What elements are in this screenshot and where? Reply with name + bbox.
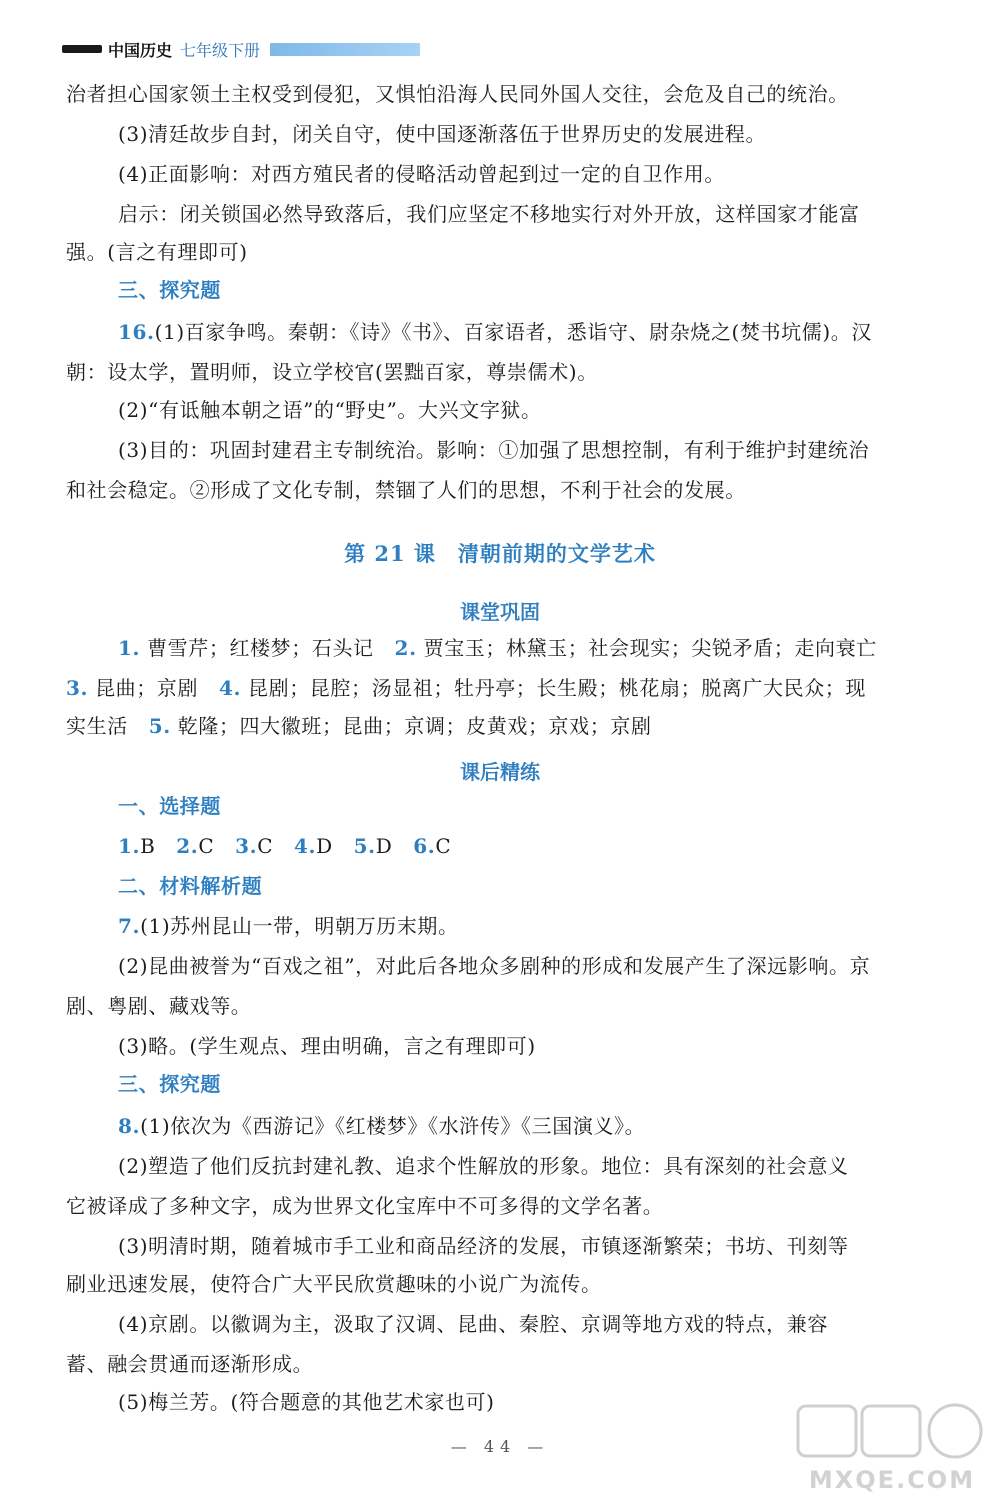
paragraph: 朝：设太学，置明师，设立学校官(罢黜百家，尊崇儒术)。 <box>66 360 598 384</box>
answer-letter: D <box>375 834 393 858</box>
classroom-answers-line <box>66 714 652 738</box>
paragraph: 强。(言之有理即可) <box>66 240 248 264</box>
question-number: 2. <box>394 636 417 660</box>
question-number: 5. <box>353 834 376 858</box>
paragraph: (2)塑造了他们反抗封建礼教、追求个性解放的形象。地位：具有深刻的社会意义 <box>118 1154 849 1178</box>
page-header <box>62 38 420 60</box>
answer-letter: C <box>435 834 452 858</box>
watermark-logo <box>790 1400 995 1495</box>
subsection-title: 课后精练 <box>460 760 540 784</box>
paragraph: (4)京剧。以徽调为主，汲取了汉调、昆曲、秦腔、京调等地方戏的特点，兼容 <box>118 1312 828 1336</box>
paragraph: (3)明清时期，随着城市手工业和商品经济的发展，市镇逐渐繁荣；书坊、刊刻等 <box>118 1234 849 1258</box>
answer-text: 昆曲；京剧 <box>95 676 199 700</box>
question-7 <box>118 914 459 938</box>
header-bar <box>270 43 420 56</box>
question-number: 4. <box>218 676 242 700</box>
paragraph: 治者担心国家领土主权受到侵犯，又惧怕沿海人民同外国人交往，会危及自己的统治。 <box>66 82 849 106</box>
answer-letter: C <box>198 834 215 858</box>
choice-answer <box>118 834 155 858</box>
section-heading: 二、材料解析题 <box>118 874 263 898</box>
subsection-title: 课堂巩固 <box>460 600 540 624</box>
answer-letter: D <box>316 834 333 858</box>
question-8 <box>118 1114 645 1138</box>
paragraph: (2)昆曲被誉为“百戏之祖”，对此后各地众多剧种的形成和发展产生了深远影响。京 <box>118 954 871 978</box>
paragraph: (2)“有诋触本朝之语”的“野史”。大兴文字狱。 <box>118 398 542 422</box>
header-subject: 中国历史 <box>108 40 173 60</box>
header-mark <box>62 45 102 53</box>
answer-letter: C <box>257 834 274 858</box>
choice-answer <box>235 834 273 858</box>
answer-text: 昆剧；昆腔；汤显祖；牡丹亭；长生殿；桃花扇；脱离广大民众；现 <box>248 676 866 700</box>
answer-text: 贾宝玉；林黛玉；社会现实；尖锐矛盾；走向衰亡 <box>423 636 877 660</box>
svg-text:MXQE.COM: MXQE.COM <box>808 1466 976 1494</box>
question-number: 7. <box>118 914 141 938</box>
question-number: 3. <box>235 834 258 858</box>
question-number: 16. <box>118 320 155 344</box>
choice-answers <box>118 834 451 858</box>
answer-text: (1)苏州昆山一带，明朝万历末期。 <box>140 914 459 938</box>
page-number: — 44 — <box>450 1437 550 1456</box>
answer-text: 实生活 <box>66 714 128 738</box>
classroom-answers-line <box>66 676 866 700</box>
question-number: 1. <box>118 636 141 660</box>
paragraph: (3)目的：巩固封建君主专制统治。影响：①加强了思想控制，有利于维护封建统治 <box>118 438 870 462</box>
answer-text: (1)依次为《西游记》《红楼梦》《水浒传》《三国演义》。 <box>140 1114 646 1138</box>
choice-answer <box>354 834 393 858</box>
choice-answer <box>176 834 214 858</box>
lesson-title: 第 21 课 清朝前期的文学艺术 <box>344 541 656 566</box>
paragraph: (4)正面影响：对西方殖民者的侵略活动曾起到过一定的自卫作用。 <box>118 162 725 186</box>
paragraph: 和社会稳定。②形成了文化专制，禁锢了人们的思想，不利于社会的发展。 <box>66 478 746 502</box>
answer-text: 曹雪芹；红楼梦；石头记 <box>147 636 374 660</box>
question-number: 6. <box>413 834 436 858</box>
paragraph: 启示：闭关锁国必然导致落后，我们应坚定不移地实行对外开放，这样国家才能富 <box>118 202 860 226</box>
answer-letter: B <box>140 834 156 858</box>
answer-text: 乾隆；四大徽班；昆曲；京调；皮黄戏；京戏；京剧 <box>177 714 652 738</box>
section-heading: 三、探究题 <box>118 278 221 302</box>
question-number: 1. <box>118 834 141 858</box>
paragraph: 它被译成了多种文字，成为世界文化宝库中不可多得的文学名著。 <box>66 1194 664 1218</box>
paragraph: 刷业迅速发展，使符合广大平民欣赏趣味的小说广为流传。 <box>66 1272 602 1296</box>
paragraph: 蓄、融会贯通而逐渐形成。 <box>66 1352 314 1376</box>
classroom-answers-line <box>118 636 877 660</box>
paragraph: 剧、粤剧、藏戏等。 <box>66 994 252 1018</box>
answer-text: (1)百家争鸣。秦朝：《诗》《书》、百家语者，悉诣守、尉杂烧之(焚书坑儒)。汉 <box>154 320 872 344</box>
question-number: 4. <box>294 834 317 858</box>
choice-answer <box>413 834 451 858</box>
question-number: 3. <box>66 676 89 700</box>
section-heading: 一、选择题 <box>118 794 221 818</box>
paragraph: (5)梅兰芳。(符合题意的其他艺术家也可) <box>118 1390 495 1414</box>
question-number: 5. <box>148 714 171 738</box>
paragraph: (3)略。(学生观点、理由明确，言之有理即可) <box>118 1034 536 1058</box>
question-16 <box>118 320 872 344</box>
choice-answer <box>294 834 333 858</box>
section-heading: 三、探究题 <box>118 1072 221 1096</box>
question-number: 2. <box>176 834 199 858</box>
paragraph: (3)清廷故步自封，闭关自守，使中国逐渐落伍于世界历史的发展进程。 <box>118 122 767 146</box>
header-grade: 七年级下册 <box>180 40 261 60</box>
question-number: 8. <box>118 1114 141 1138</box>
